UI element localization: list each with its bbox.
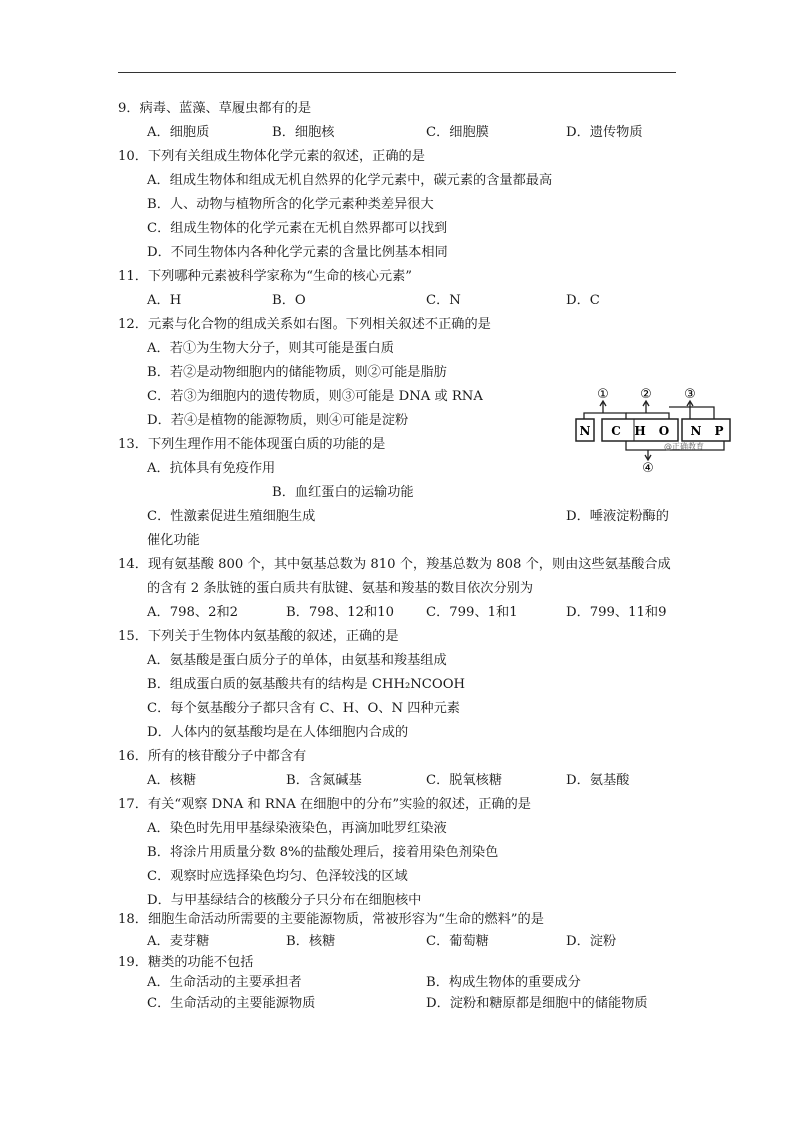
question-15-stem: 15．下列关于生物体内氨基酸的叙述，正确的是 xyxy=(118,629,399,644)
q10-option-a: A．组成生物体和组成无机自然界的化学元素中，碳元素的含量都最高 xyxy=(147,173,553,188)
q13-option-d: D．唾液淀粉酶的 xyxy=(566,509,669,524)
q14-option-d: D．799、11和9 xyxy=(566,605,667,620)
q11-option-b: B．O xyxy=(272,293,306,308)
q14-option-a: A．798、2和2 xyxy=(147,605,239,620)
watermark: @正确教育 xyxy=(664,442,704,451)
q19-option-b: B．构成生物体的重要成分 xyxy=(426,975,581,990)
q14-option-b: B．798、12和10 xyxy=(286,605,394,620)
q19-option-c: C．生命活动的主要能源物质 xyxy=(147,996,316,1011)
q11-option-a: A．H xyxy=(147,293,182,308)
q10-option-b: B．人、动物与植物所含的化学元素种类差异很大 xyxy=(147,197,434,212)
q12-option-c: C．若③为细胞内的遗传物质，则③可能是 DNA 或 RNA xyxy=(147,389,483,404)
element-o: O xyxy=(658,424,670,438)
question-13-stem: 13．下列生理作用不能体现蛋白质的功能的是 xyxy=(118,437,386,452)
q13-option-d-continued: 催化功能 xyxy=(147,533,200,548)
q9-option-c: C．细胞膜 xyxy=(426,125,489,140)
q16-option-a: A．核糖 xyxy=(147,773,197,788)
q16-option-d: D．氨基酸 xyxy=(566,773,630,788)
q19-option-d: D．淀粉和糖原都是细胞中的储能物质 xyxy=(426,996,648,1011)
q17-option-b: B．将涂片用质量分数 8%的盐酸处理后，接着用染色剂染色 xyxy=(147,845,499,860)
question-16-stem: 16．所有的核苷酸分子中都含有 xyxy=(118,749,307,764)
q19-option-a: A．生命活动的主要承担者 xyxy=(147,975,302,990)
question-10-stem: 10．下列有关组成生物体化学元素的叙述，正确的是 xyxy=(118,149,425,164)
q15-option-c: C．每个氨基酸分子都只含有 C、H、O、N 四种元素 xyxy=(147,701,460,716)
q9-option-d: D．遗传物质 xyxy=(566,125,643,140)
question-14-stem: 14．现有氨基酸 800 个，其中氨基总数为 810 个，羧基总数为 808 个，则由这些氨基酸合成 xyxy=(118,557,671,572)
marker-2: ② xyxy=(640,387,652,402)
element-c: C xyxy=(611,424,621,438)
q13-option-a: A．抗体具有免疫作用 xyxy=(147,461,276,476)
q18-option-d: D．淀粉 xyxy=(566,934,617,949)
q9-option-a: A．细胞质 xyxy=(147,125,210,140)
question-19-stem: 19．糖类的功能不包括 xyxy=(118,955,254,970)
question-9-stem: 9．病毒、蓝藻、草履虫都有的是 xyxy=(118,101,312,116)
q9-option-b: B．细胞核 xyxy=(272,125,335,140)
question-14-stem-cont: 的含有 2 条肽链的蛋白质共有肽键、氨基和羧基的数目依次分别为 xyxy=(147,581,534,596)
q12-option-b: B．若②是动物细胞内的储能物质，则②可能是脂肪 xyxy=(147,365,447,380)
q15-option-a: A．氨基酸是蛋白质分子的单体，由氨基和羧基组成 xyxy=(147,653,447,668)
q15-option-b: B．组成蛋白质的氨基酸共有的结构是 CHH₂NCOOH xyxy=(147,677,466,692)
element-n-left: N xyxy=(579,424,591,438)
q16-option-b: B．含氮碱基 xyxy=(286,773,362,788)
q13-option-b: B．血红蛋白的运输功能 xyxy=(272,485,414,500)
question-17-stem: 17．有关“观察 DNA 和 RNA 在细胞中的分布”实验的叙述，正确的是 xyxy=(118,797,531,812)
question-11-stem: 11．下列哪种元素被科学家称为“生命的核心元素” xyxy=(118,269,413,284)
element-p: P xyxy=(714,424,724,438)
q18-option-a: A．麦芽糖 xyxy=(147,934,210,949)
element-n-right: N xyxy=(690,424,702,438)
q17-option-c: C．观察时应选择染色均匀、色泽较浅的区域 xyxy=(147,869,408,884)
marker-1: ① xyxy=(597,387,609,402)
q12-option-a: A．若①为生物大分子，则其可能是蛋白质 xyxy=(147,341,394,356)
marker-4: ④ xyxy=(642,461,654,473)
q18-option-b: B．核糖 xyxy=(286,934,336,949)
q13-option-c: C．性激素促进生殖细胞生成 xyxy=(147,509,316,524)
q10-option-d: D．不同生物体内各种化学元素的含量比例基本相同 xyxy=(147,245,448,260)
question-12-stem: 12．元素与化合物的组成关系如右图。下列相关叙述不正确的是 xyxy=(118,317,491,332)
q17-option-a: A．染色时先用甲基绿染液染色，再滴加吡罗红染液 xyxy=(147,821,447,836)
marker-3: ③ xyxy=(684,387,696,402)
question-18-stem: 18．细胞生命活动所需要的主要能源物质，常被形容为“生命的燃料”的是 xyxy=(118,912,544,927)
q12-option-d: D．若④是植物的能源物质，则④可能是淀粉 xyxy=(147,413,409,428)
q17-option-d: D．与甲基绿结合的核酸分子只分布在细胞核中 xyxy=(147,893,422,908)
q18-option-c: C．葡萄糖 xyxy=(426,934,489,949)
q10-option-c: C．组成生物体的化学元素在无机自然界都可以找到 xyxy=(147,221,448,236)
header-rule xyxy=(118,72,676,73)
q11-option-c: C．N xyxy=(426,293,461,308)
q15-option-d: D．人体内的氨基酸均是在人体细胞内合成的 xyxy=(147,725,409,740)
q14-option-c: C．799、1和1 xyxy=(426,605,518,620)
q16-option-c: C．脱氧核糖 xyxy=(426,773,503,788)
element-compound-diagram xyxy=(574,385,734,473)
q11-option-d: D．C xyxy=(566,293,600,308)
element-h: H xyxy=(634,424,646,438)
